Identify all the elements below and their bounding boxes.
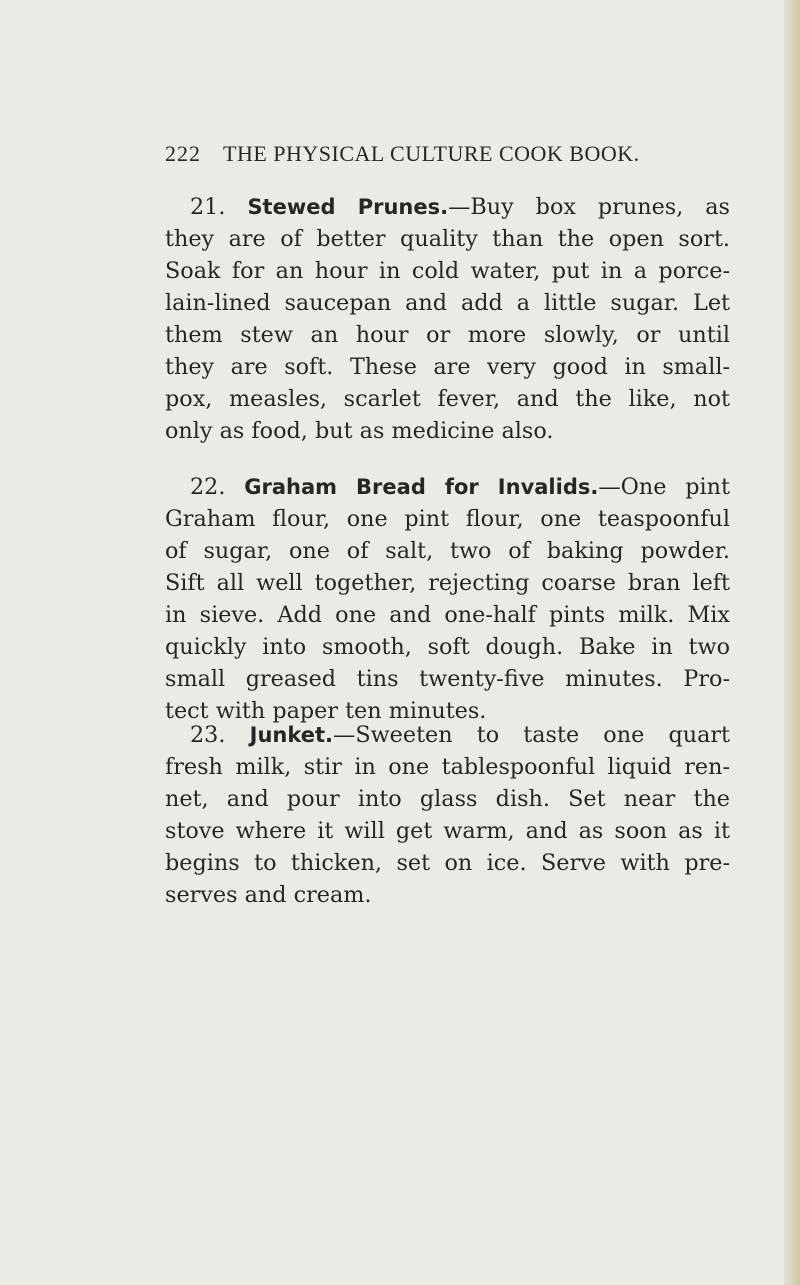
recipe-number: 21. — [190, 194, 226, 220]
recipe-22-paragraph — [165, 471, 730, 727]
text-line: tect with paper ten minutes. — [165, 698, 487, 724]
text-line: fresh milk, stir in one tablespoonful liquid ren- — [165, 754, 730, 780]
text-line: Sift all well together, rejecting coarse bran left — [165, 570, 730, 596]
text-line: —Sweeten to taste one quart — [333, 722, 730, 748]
recipe-21-paragraph — [165, 191, 730, 447]
text-line: stove where it will get warm, and as soon as it — [165, 818, 730, 844]
book-title: THE PHYSICAL CULTURE COOK BOOK. — [223, 141, 640, 166]
recipe-first-line — [165, 471, 730, 503]
running-header — [165, 141, 725, 167]
text-line: lain-lined saucepan and add a little sugar. Let — [165, 290, 730, 316]
text-line: net, and pour into glass dish. Set near the — [165, 786, 730, 812]
recipe-first-line — [165, 191, 730, 223]
recipe-title: Graham Bread for Invalids. — [244, 475, 599, 499]
text-line: pox, measles, scarlet fever, and the like, not — [165, 386, 730, 412]
recipe-number: 23. — [190, 722, 226, 748]
text-line: serves and cream. — [165, 882, 372, 908]
text-line: they are soft. These are very good in small- — [165, 354, 730, 380]
recipe-number: 22. — [190, 474, 226, 500]
text-line: begins to thicken, set on ice. Serve with pre- — [165, 850, 730, 876]
recipe-23-paragraph — [165, 719, 730, 911]
text-line: in sieve. Add one and one-half pints milk. Mix — [165, 602, 730, 628]
text-line: —One pint — [598, 474, 730, 500]
text-line: they are of better quality than the open sort. — [165, 226, 730, 252]
recipe-first-line — [165, 719, 730, 751]
text-line: —Buy box prunes, as — [448, 194, 730, 220]
text-line: them stew an hour or more slowly, or until — [165, 322, 730, 348]
text-line: only as food, but as medicine also. — [165, 418, 554, 444]
recipe-title: Junket. — [249, 723, 334, 747]
recipe-title: Stewed Prunes. — [247, 195, 449, 219]
text-line: of sugar, one of salt, two of baking powder. — [165, 538, 730, 564]
page-number: 222 — [165, 141, 201, 166]
text-line: quickly into smooth, soft dough. Bake in two — [165, 634, 730, 660]
text-line: Graham flour, one pint flour, one teaspoonful — [165, 506, 730, 532]
text-line: Soak for an hour in cold water, put in a porce- — [165, 258, 730, 284]
page-edge — [784, 0, 800, 1285]
text-line: small greased tins twenty-five minutes. Pro- — [165, 666, 730, 692]
